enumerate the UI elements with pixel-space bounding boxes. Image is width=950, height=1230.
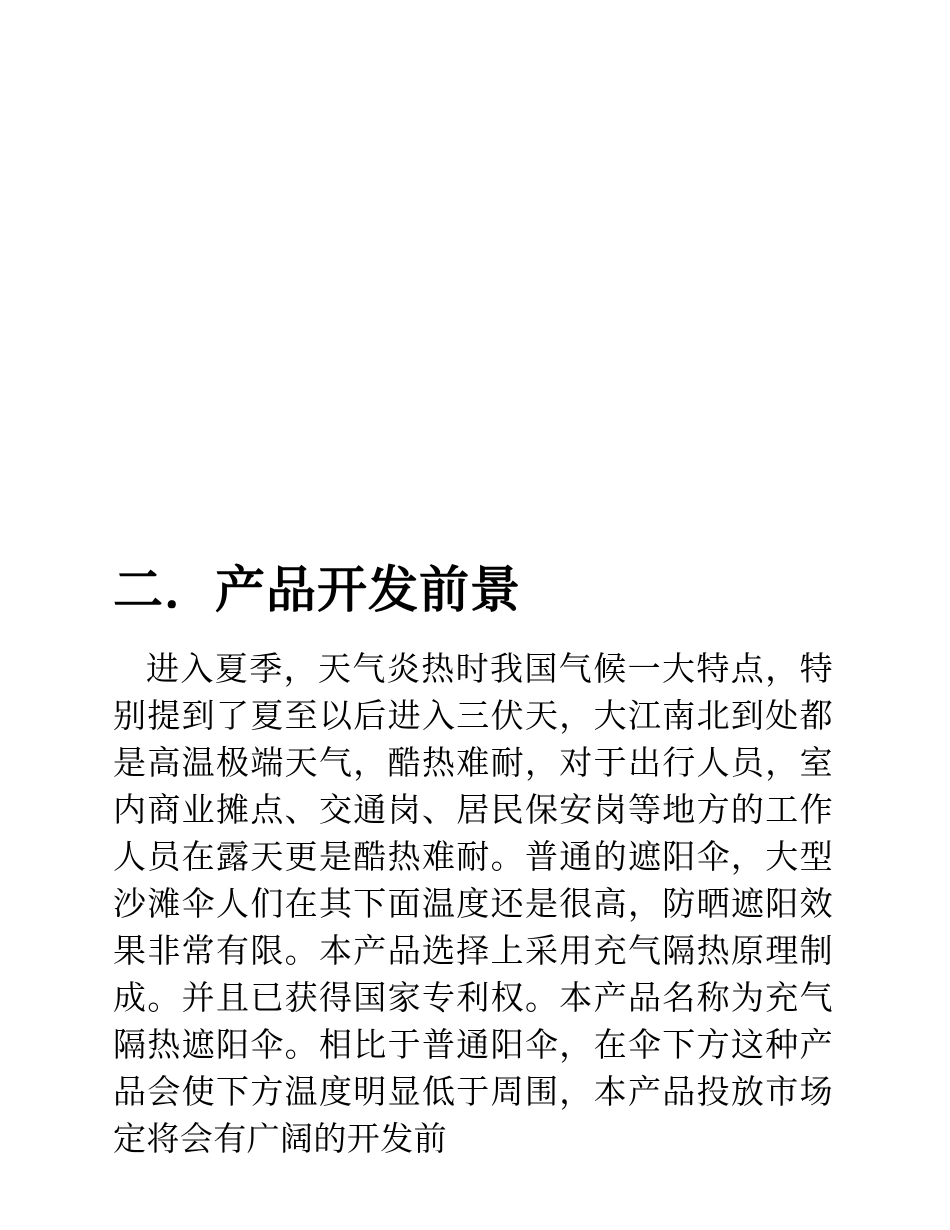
section-heading: 二．产品开发前景 bbox=[113, 560, 521, 619]
section-paragraph: 进入夏季，天气炎热时我国气候一大特点，特别提到了夏至以后进入三伏天，大江南北到处都是高温极端天气，酷热难耐，对于出行人员，室内商业摊点、交通岗、居民保安岗等地方的工作人员在露天更是酷热难耐。普通的遮阳伞，大型沙滩伞人们在其下面温度还是很高，防晒遮阳效果非常有限。本产品选择上采用充气隔热原理制成。并且已获得国家专利权。本产品名称为充气隔热遮阳伞。相比于普通阳伞，在伞下方这种产品会使下方温度明显低于周围，本产品投放市场定将会有广阔的开发前 bbox=[113, 649, 833, 1158]
